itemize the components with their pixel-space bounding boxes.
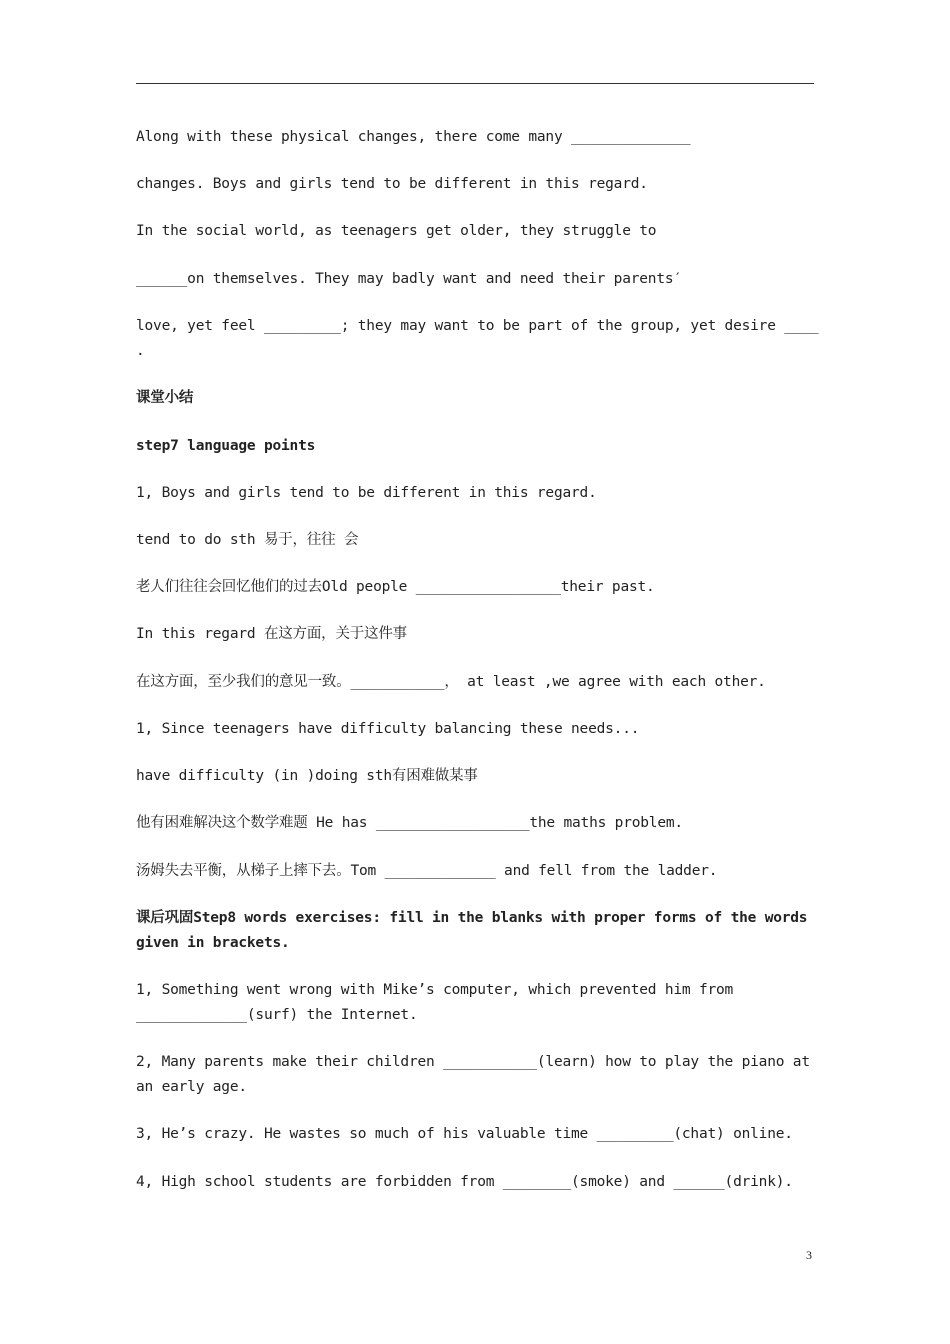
summary-heading: 课堂小结 <box>136 390 194 406</box>
difficulty-example: 他有困难解决这个数学难题 He has __________________the maths problem. <box>136 815 683 831</box>
passage-line-5-end: . <box>136 343 145 359</box>
tend-example: 老人们往往会回忆他们的过去Old people _________________their past. <box>136 579 655 595</box>
passage-line-1: Along with these physical changes, there come many ______________ <box>136 129 691 145</box>
exercise-3: 3, He’s crazy. He wastes so much of his valuable time _________(chat) online. <box>136 1126 793 1142</box>
step7-heading: step7 language points <box>136 438 316 454</box>
regard-phrase: In this regard 在这方面，关于这件事 <box>136 626 407 642</box>
language-point-1: 1, Boys and girls tend to be different in this regard. <box>136 485 597 501</box>
regard-example: 在这方面，至少我们的意见一致。___________， at least ,we agree with each other. <box>136 674 766 690</box>
tend-phrase: tend to do sth 易于，往往 会 <box>136 532 359 548</box>
difficulty-phrase: have difficulty (in )doing sth有困难做某事 <box>136 768 478 784</box>
exercise-4: 4, High school students are forbidden from ________(smoke) and ______(drink). <box>136 1174 793 1190</box>
passage-line-3: In the social world, as teenagers get older, they struggle to <box>136 223 657 239</box>
header-rule <box>136 83 814 84</box>
passage-line-5: love, yet feel _________; they may want to be part of the group, yet desire ____ <box>136 318 819 334</box>
passage-line-4: ______on themselves. They may badly want and need their parents′ <box>136 271 682 287</box>
exercises-heading: 课后巩固Step8 words exercises: fill in the blanks with proper forms of the words given in brackets. <box>136 910 808 951</box>
page-number: 3 <box>806 1248 812 1262</box>
exercise-1: 1, Something went wrong with Mike’s computer, which prevented him from _____________(surf) the Internet. <box>136 982 734 1023</box>
exercise-2: 2, Many parents make their children ___________(learn) how to play the piano at an early age. <box>136 1054 810 1095</box>
language-point-2: 1, Since teenagers have difficulty balancing these needs... <box>136 721 640 737</box>
balance-example: 汤姆失去平衡，从梯子上摔下去。Tom _____________ and fell from the ladder. <box>136 863 718 879</box>
passage-line-2: changes. Boys and girls tend to be different in this regard. <box>136 176 648 192</box>
